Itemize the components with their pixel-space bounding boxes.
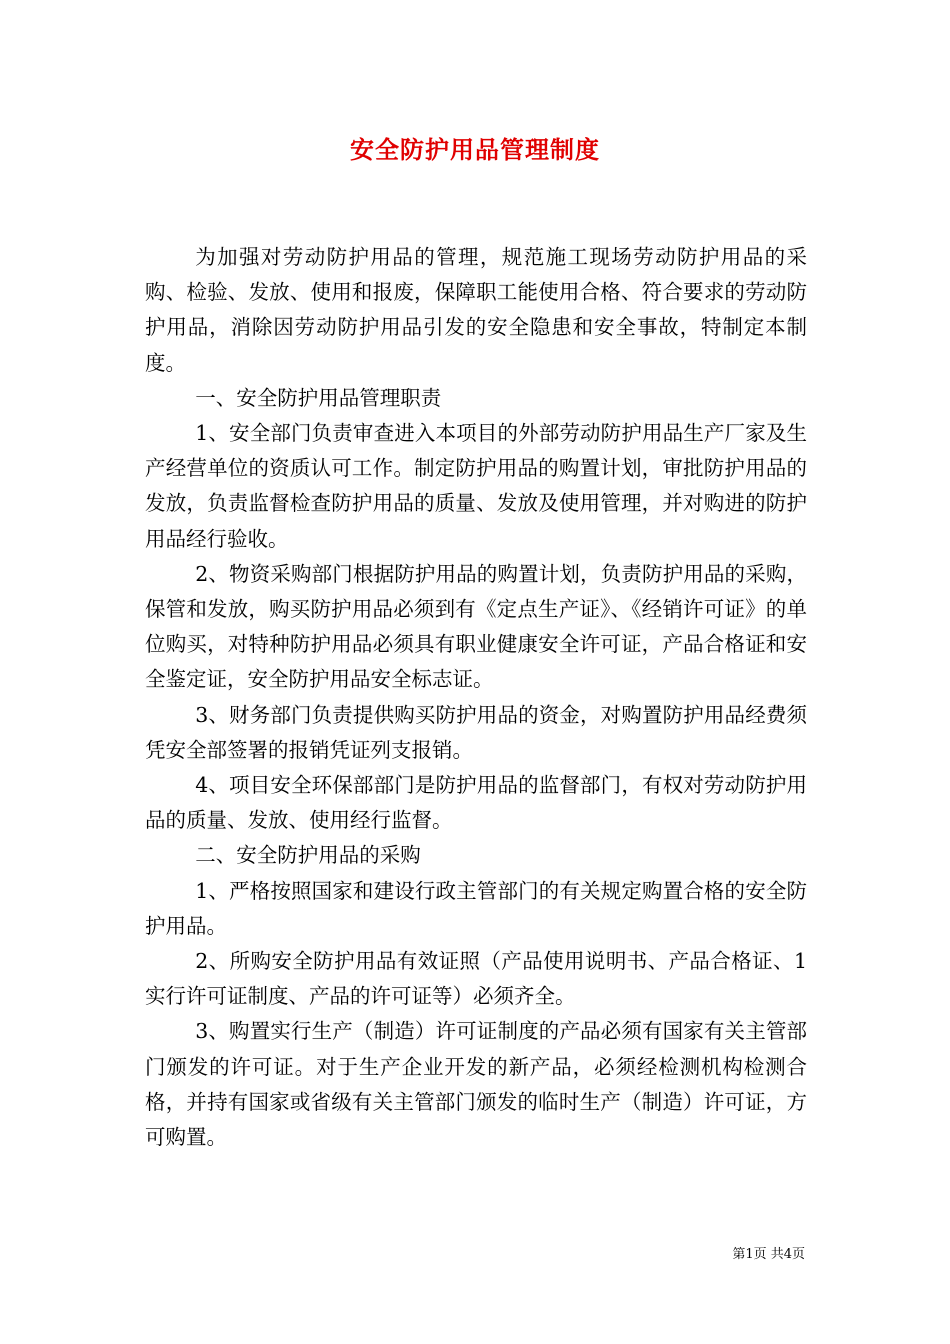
section-2-item-3: 3、购置实行生产（制造）许可证制度的产品必须有国家有关主管部门颁发的许可证。对于生产企业开发的新产品，必须经检测机构检测合格，并持有国家或省级有关主管部门颁发的临时生产（制造）许可证，方可购置。 [145, 1019, 807, 1150]
section-2-item-2: 2、所购安全防护用品有效证照（产品使用说明书、产品合格证、1实行许可证制度、产品的许可证等）必须齐全。 [145, 949, 807, 1009]
section-1-item-3: 3、财务部门负责提供购买防护用品的资金，对购置防护用品经费须凭安全部签署的报销凭证列支报销。 [145, 702, 807, 762]
section-1-item-4: 4、项目安全环保部部门是防护用品的监督部门，有权对劳动防护用品的质量、发放、使用经行监督。 [145, 773, 807, 833]
section-2-item-1: 1、严格按照国家和建设行政主管部门的有关规定购置合格的安全防护用品。 [145, 878, 807, 938]
document-body [145, 240, 807, 1155]
page-number-footer: 第1页 共4页 [732, 1247, 805, 1262]
page-title: 安全防护用品管理制度 [350, 135, 600, 164]
intro-paragraph: 为加强对劳动防护用品的管理，规范施工现场劳动防护用品的采购、检验、发放、使用和报废，保障职工能使用合格、符合要求的劳动防护用品，消除因劳动防护用品引发的安全隐患和安全事故，特制定本制度。 [145, 245, 807, 375]
section-1-item-2: 2、物资采购部门根据防护用品的购置计划，负责防护用品的采购，保管和发放，购买防护用品必须到有《定点生产证》、《经销许可证》的单位购买，对特种防护用品必须具有职业健康安全许可证，产品合格证和安全鉴定证，安全防护用品安全标志证。 [145, 561, 807, 692]
section-1-item-1: 1、安全部门负责审查进入本项目的外部劳动防护用品生产厂家及生产经营单位的资质认可工作。制定防护用品的购置计划，审批防护用品的发放，负责监督检查防护用品的质量、发放及使用管理，并对购进的防护用品经行验收。 [145, 421, 807, 551]
section-heading-1: 一、安全防护用品管理职责 [195, 385, 442, 410]
section-heading-2: 二、安全防护用品的采购 [195, 843, 421, 868]
